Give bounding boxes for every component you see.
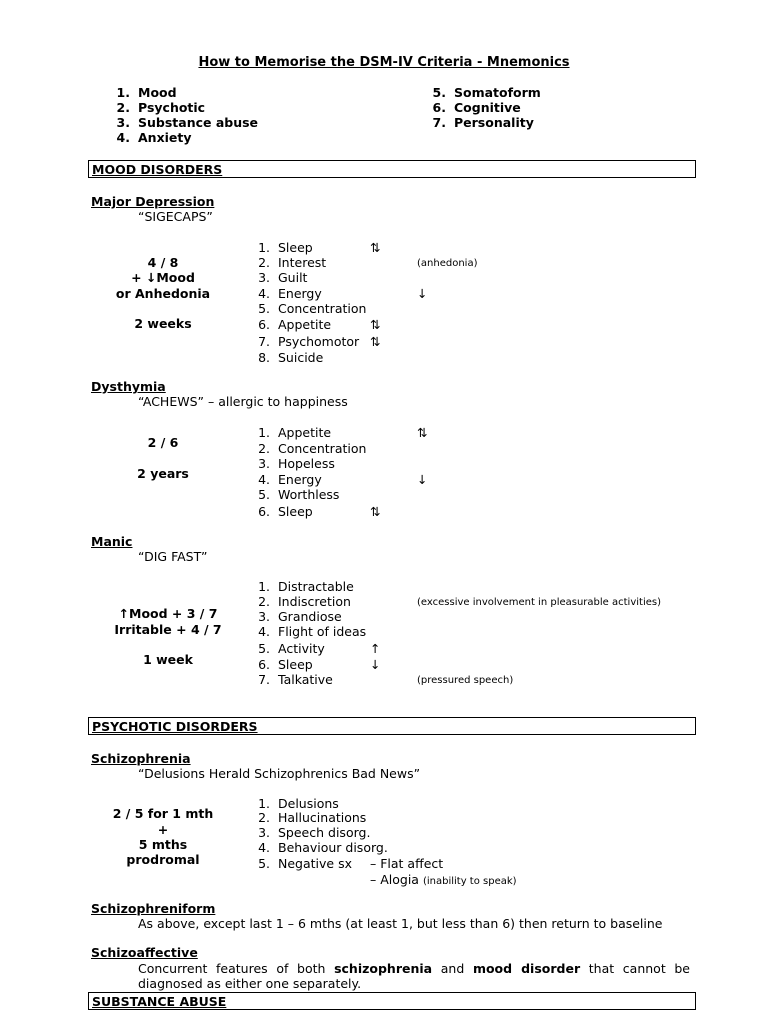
list-item: 5. Negative sx bbox=[258, 856, 352, 871]
section-header-substance: SUBSTANCE ABUSE bbox=[88, 992, 696, 1010]
mnemonic-achews: “ACHEWS” – allergic to happiness bbox=[138, 394, 348, 409]
criteria-mood: + ↓Mood bbox=[131, 270, 195, 285]
list-item: 4. Energy bbox=[258, 472, 322, 487]
category-item: 3. Substance abuse bbox=[116, 115, 259, 130]
list-item: 7. Psychomotor bbox=[258, 334, 360, 349]
list-item: 3. Guilt bbox=[258, 270, 308, 285]
heading-dysthymia: Dysthymia bbox=[91, 379, 166, 394]
list-item: 6. Appetite bbox=[258, 317, 332, 332]
criteria-duration: 5 mths bbox=[138, 837, 188, 852]
up-arrow-icon: ↑ bbox=[370, 641, 381, 656]
list-item: 6. Sleep bbox=[258, 657, 313, 672]
list-item: 3. Grandiose bbox=[258, 609, 342, 624]
category-list-left bbox=[110, 85, 258, 145]
list-item: 3. Hopeless bbox=[258, 456, 335, 471]
list-item: 1. Delusions bbox=[258, 796, 339, 811]
schizoaffective-line-1: Concurrent features of both schizophrenia and mood disorder that cannot be bbox=[138, 961, 691, 976]
up-down-arrow-icon: ⇅ bbox=[370, 317, 381, 332]
up-down-arrow-icon: ⇅ bbox=[417, 425, 428, 440]
schizoaffective-line-2: diagnosed as either one separately. bbox=[138, 976, 362, 991]
list-item: 5. Worthless bbox=[258, 487, 340, 502]
item-note: (excessive involvement in pleasurable activities) bbox=[417, 597, 661, 608]
list-item: 2. Indiscretion bbox=[258, 594, 351, 609]
heading-schizoaffective: Schizoaffective bbox=[91, 945, 198, 960]
mnemonic-schizophrenia: “Delusions Herald Schizophrenics Bad News” bbox=[138, 766, 421, 781]
list-item: 5. Activity bbox=[258, 641, 325, 656]
criteria-plus: + bbox=[157, 822, 169, 837]
category-item: 4. Anxiety bbox=[116, 130, 192, 145]
heading-major-depression: Major Depression bbox=[91, 194, 215, 209]
criteria-count: 4 / 8 bbox=[147, 255, 179, 270]
list-item: 8. Suicide bbox=[258, 350, 324, 365]
list-item: 5. Concentration bbox=[258, 301, 367, 316]
criteria-duration: 1 week bbox=[143, 652, 193, 667]
criteria-mood: ↑Mood + 3 / 7 bbox=[118, 606, 218, 621]
mnemonic-dig-fast: “DIG FAST” bbox=[138, 549, 208, 564]
negative-sx-alogia: – Alogia (inability to speak) bbox=[370, 872, 517, 887]
list-item: 4. Energy bbox=[258, 286, 322, 301]
item-note: (anhedonia) bbox=[417, 258, 478, 269]
category-list-right bbox=[426, 85, 541, 130]
up-down-arrow-icon: ⇅ bbox=[370, 504, 381, 519]
list-item: 7. Talkative bbox=[258, 672, 333, 687]
category-item: 5. Somatoform bbox=[432, 85, 541, 100]
item-note: (pressured speech) bbox=[417, 675, 514, 686]
negative-sx-flat-affect: – Flat affect bbox=[370, 856, 444, 871]
list-item: 2. Interest bbox=[258, 255, 327, 270]
list-item: 4. Flight of ideas bbox=[258, 624, 367, 639]
criteria-count: 2 / 6 bbox=[147, 435, 179, 450]
category-item: 1. Mood bbox=[116, 85, 177, 100]
list-item: 4. Behaviour disorg. bbox=[258, 840, 388, 855]
section-header-psychotic: PSYCHOTIC DISORDERS bbox=[88, 717, 696, 735]
list-item: 3. Speech disorg. bbox=[258, 825, 371, 840]
list-item: 1. Distractable bbox=[258, 579, 354, 594]
criteria-anhedonia: or Anhedonia bbox=[115, 286, 211, 301]
heading-manic: Manic bbox=[91, 534, 133, 549]
criteria-duration: 2 years bbox=[137, 466, 189, 481]
heading-schizophrenia: Schizophrenia bbox=[91, 751, 191, 766]
list-item: 2. Concentration bbox=[258, 441, 367, 456]
section-header-mood: MOOD DISORDERS bbox=[88, 160, 696, 178]
down-arrow-icon: ↓ bbox=[417, 472, 428, 487]
mnemonic-sigecaps: “SIGECAPS” bbox=[138, 209, 213, 224]
page-title: How to Memorise the DSM-IV Criteria - Mnemonics bbox=[198, 55, 570, 70]
down-arrow-icon: ↓ bbox=[417, 286, 428, 301]
criteria-prodromal: prodromal bbox=[126, 852, 200, 867]
criteria-duration: 2 weeks bbox=[134, 316, 192, 331]
category-item: 6. Cognitive bbox=[432, 100, 521, 115]
criteria-irritable: Irritable + 4 / 7 bbox=[114, 622, 222, 637]
list-item: 2. Hallucinations bbox=[258, 810, 367, 825]
up-down-arrow-icon: ⇅ bbox=[370, 240, 381, 255]
list-item: 6. Sleep bbox=[258, 504, 313, 519]
list-item: 1. Sleep bbox=[258, 240, 313, 255]
criteria-count: 2 / 5 for 1 mth bbox=[112, 806, 214, 821]
category-item: 7. Personality bbox=[432, 115, 534, 130]
list-item: 1. Appetite bbox=[258, 425, 332, 440]
down-arrow-icon: ↓ bbox=[370, 657, 381, 672]
category-item: 2. Psychotic bbox=[116, 100, 206, 115]
up-down-arrow-icon: ⇅ bbox=[370, 334, 381, 349]
schizophreniform-text: As above, except last 1 – 6 mths (at least 1, but less than 6) then return to baseline bbox=[138, 916, 663, 931]
heading-schizophreniform: Schizophreniform bbox=[91, 901, 216, 916]
